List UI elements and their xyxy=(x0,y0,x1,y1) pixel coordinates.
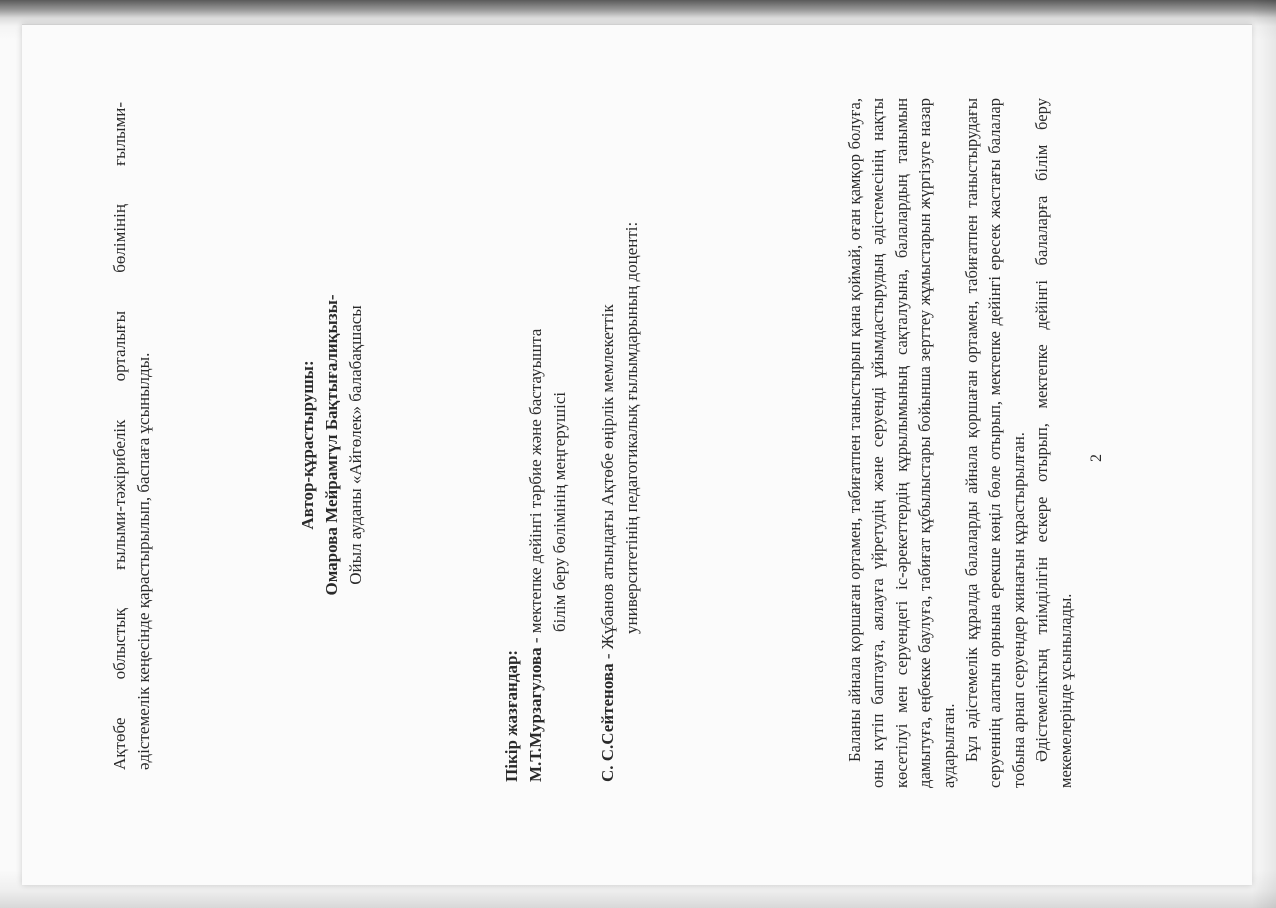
author-block xyxy=(296,235,368,655)
reviewer-1-name: М.Т.Мурзагулова xyxy=(526,647,545,782)
reviewer-2-role: - Жұбанов атындағы Ақтөбе өңірлік мемлекеттік xyxy=(598,304,617,664)
paper-edge-shadow xyxy=(1252,0,1276,908)
reviewer-2 xyxy=(596,82,620,782)
author-place: Ойыл ауданы «Айгөлек» балабақшасы xyxy=(346,305,365,585)
page2-body xyxy=(843,98,1077,788)
intro-line-2: әдістемелік кеңесінде қарастырылып, баспаға ұсынылды. xyxy=(134,352,153,770)
reviewer-1 xyxy=(524,82,548,782)
reviewers-block xyxy=(500,82,644,782)
paragraph-1: Баланы айнала қоршаған ортамен, табиғатпен таныстырып қана қоймай, оған қамқор болуға, оны күтіп баптауға, аялауға үйретудің және серуенді ұйымдастырудың әдістемесінің нақты көсетілуі мен серуендегі іс-әрекеттердің құрылымының сақталуына, балалардың танымын дамытуға, еңбекке баулуға, табиғат құбылыстары бойынша зерттеу жұмыстарын жүргізуге назар аударылған. xyxy=(845,98,958,788)
reviewer-2-role-cont: университетінің педагогикалық ғылымдарының доценті: xyxy=(622,221,641,634)
page-number: 2 xyxy=(1088,454,1105,462)
paragraph-2: Бұл әдістемелік құралда балаларды айнала қоршаған ортамен, табиғатпен таныстырудағы серуеннің алатын орнына ерекше көңіл бөле отырып, мектепке дейінгі ересек жастағы балалар тобына арнап серуендер жинағын құрастырылған. xyxy=(962,98,1028,788)
intro-line-1: Ақтөбе облыстық ғылыми-тәжірибелік орталығы бөлімінің ғылыми- xyxy=(110,102,129,770)
author-heading: Автор-құрастырушы: xyxy=(298,360,317,530)
paragraph-3: Әдістемеліктың тиімділігін ескере отырып, мектепке дейінгі балаларға білім беру мекемелерінде ұсынылады. xyxy=(1032,98,1075,788)
reviewer-1-role-cont: білім беру бөлімінің меңгерушісі xyxy=(550,391,569,632)
reviewer-1-role: - мектепке дейінгі тәрбие және бастауышта xyxy=(526,328,545,648)
intro-block xyxy=(108,102,156,770)
author-name: Омарова Мейрамгүл Бақтығалиқызы- xyxy=(322,294,341,596)
reviewers-heading: Пікір жазғандар: xyxy=(502,649,521,782)
reviewer-2-name: С. С.Сейтенова xyxy=(598,663,617,782)
